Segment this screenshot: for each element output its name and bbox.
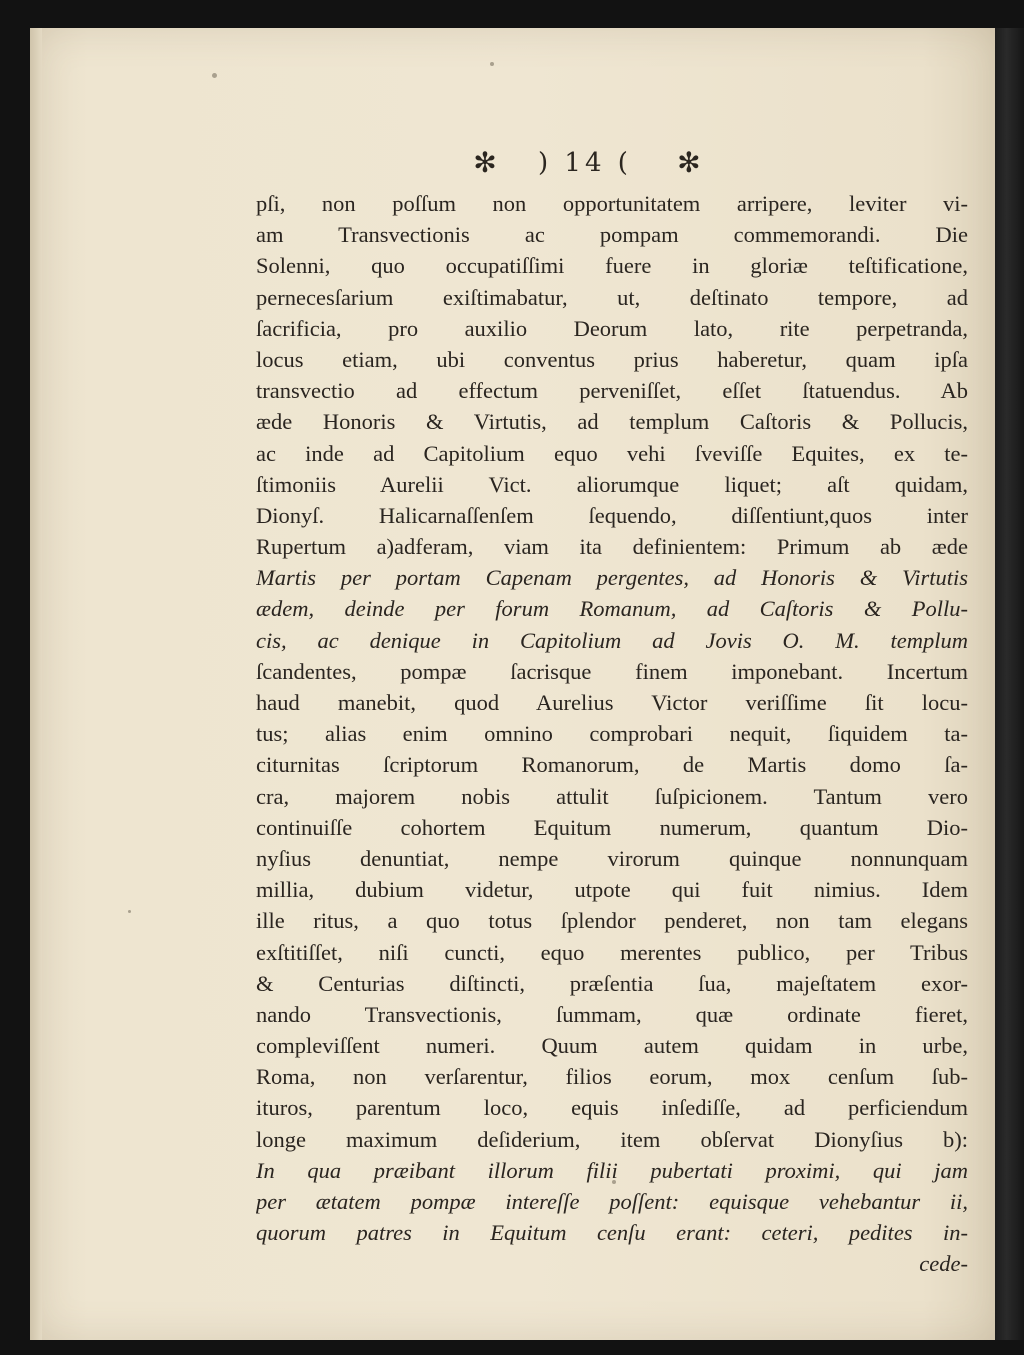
text-line: Rupertum a)adferam, viam ita definientem: Primum ab æde [256,534,968,560]
paper-speck [212,73,217,78]
text-line: pernecesſarium exiſtimabatur, ut, deſtinato tempore, ad [256,284,968,310]
text-line: haud manebit, quod Aurelius Victor veriſſime ſit locu- [256,690,968,715]
text-line: ædem, deinde per forum Romanum, ad Caſtoris & Pollu- [256,596,968,622]
text-line: tus; alias enim omnino comprobari nequit, ſiquidem ta- [256,721,968,747]
running-head [470,145,770,181]
text-line: cis, ac denique in Capitolium ad Jovis O. M. templum [256,627,968,653]
text-line: cra, majorem nobis attulit ſuſpicionem. Tantum vero [256,783,968,809]
text-line: Martis per portam Capenam pergentes, ad Honoris & Virtutis [256,565,968,591]
text-line: ſcandentes, pompæ ſacrisque finem imponebant. Incertum [256,658,968,684]
text-line: citurnitas ſcriptorum Romanorum, de Martis domo ſa- [256,752,968,778]
text-line: am Transvectionis ac pompam commemorandi. Die [256,222,968,248]
text-line: compleviſſent numeri. Quum autem quidam in urbe, [256,1033,968,1059]
text-line: ac inde ad Capitolium equo vehi ſveviſſe Equites, ex te- [256,440,968,466]
binding-shadow [995,28,1024,1340]
fleuron-ornament-icon: ✻ [473,146,497,179]
page-number: ) 14 ( [538,148,632,178]
fleuron-ornament-icon: ✻ [677,146,701,179]
text-line: millia, dubium videtur, utpote qui fuit nimius. Idem [256,877,968,903]
text-line: æde Honoris & Virtutis, ad templum Caſtoris & Pollucis, [256,409,968,435]
text-line: per ætatem pompæ intereſſe poſſent: equisque vehebantur ii, [256,1189,968,1214]
text-line: locus etiam, ubi conventus prius haberetur, quam ipſa [256,346,968,372]
body-text [256,188,968,1280]
text-line: quorum patres in Equitum cenſu erant: ceteri, pedites in- [256,1220,968,1246]
paper-speck [490,62,494,66]
text-line: transvectio ad effectum perveniſſet, eſſet ſtatuendus. Ab [256,378,968,404]
text-line: ituros, parentum loco, equis inſediſſe, ad perficiendum [256,1095,968,1121]
text-line: Dionyſ. Halicarnaſſenſem ſequendo, diſſentiunt,quos inter [256,502,968,528]
text-line: Solenni, quo occupatiſſimi fuere in gloriæ teſtificatione, [256,253,968,279]
text-line: & Centurias diſtincti, præſentia ſua, majeſtatem exor- [256,970,968,996]
paper-speck [128,910,131,913]
catchword: cede- [919,1251,968,1277]
text-line: ſtimoniis Aurelii Vict. aliorumque liquet; aſt quidam, [256,471,968,497]
text-line: In qua præibant illorum filii pubertati proximi, qui jam [256,1157,968,1183]
text-line: continuiſſe cohortem Equitum numerum, quantum Dio- [256,814,968,840]
text-line: pſi, non poſſum non opportunitatem arripere, leviter vi- [256,191,968,216]
text-line: nando Transvectionis, ſummam, quæ ordinate fieret, [256,1001,968,1027]
text-line: longe maximum deſiderium, item obſervat Dionyſius b): [256,1126,968,1152]
page-left-edge [30,28,42,1340]
text-line: ille ritus, a quo totus ſplendor penderet, non tam elegans [256,908,968,934]
text-line: exſtitiſſet, niſi cuncti, equo merentes publico, per Tribus [256,939,968,965]
text-line: ſacrificia, pro auxilio Deorum lato, rite perpetranda, [256,315,968,341]
text-line: nyſius denuntiat, nempe virorum quinque nonnunquam [256,845,968,871]
text-line: Roma, non verſarentur, filios eorum, mox cenſum ſub- [256,1064,968,1090]
